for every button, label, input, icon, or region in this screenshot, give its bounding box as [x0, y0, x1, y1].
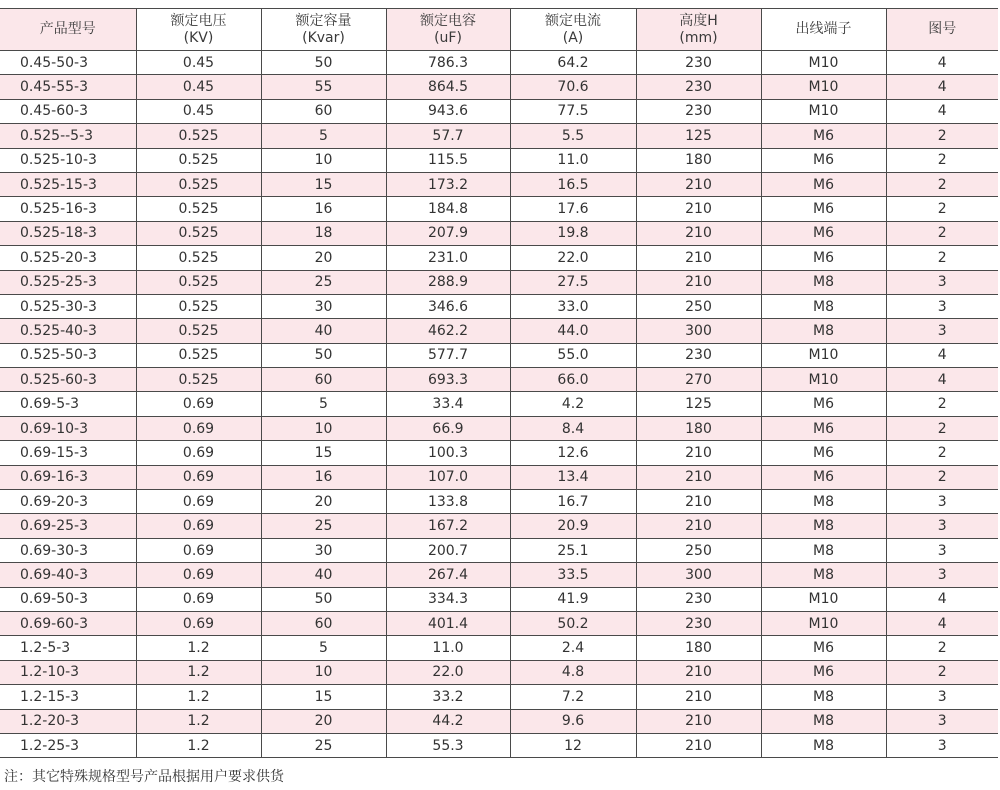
cell-model: 1.2-25-3 [0, 733, 136, 757]
cell-rated-current: 27.5 [510, 270, 636, 294]
cell-rated-capacitance: 115.5 [386, 148, 510, 172]
table-row [0, 416, 998, 440]
cell-terminal: M6 [761, 636, 886, 660]
cell-rated-capacitance: 267.4 [386, 563, 510, 587]
table-row [0, 441, 998, 465]
cell-rated-current: 66.0 [510, 368, 636, 392]
cell-rated-current: 11.0 [510, 148, 636, 172]
cell-rated-capacitance: 167.2 [386, 514, 510, 538]
cell-rated-current: 33.0 [510, 294, 636, 318]
cell-figure-no: 2 [886, 172, 998, 196]
cell-rated-capacity: 15 [261, 172, 386, 196]
cell-rated-current: 41.9 [510, 587, 636, 611]
cell-model: 0.69-5-3 [0, 392, 136, 416]
column-header-line: (Kvar) [302, 29, 345, 46]
cell-model: 0.525-50-3 [0, 343, 136, 367]
cell-rated-capacity: 25 [261, 733, 386, 757]
cell-rated-capacitance: 693.3 [386, 368, 510, 392]
cell-rated-capacity: 60 [261, 368, 386, 392]
cell-rated-current: 33.5 [510, 563, 636, 587]
column-header-line: (KV) [183, 29, 214, 46]
cell-rated-capacity: 15 [261, 685, 386, 709]
cell-height: 210 [636, 733, 761, 757]
cell-rated-current: 5.5 [510, 124, 636, 148]
table-row [0, 490, 998, 514]
cell-rated-current: 55.0 [510, 343, 636, 367]
column-header-line: 额定电流 [545, 12, 601, 29]
table-row [0, 538, 998, 562]
cell-terminal: M8 [761, 733, 886, 757]
cell-rated-capacity: 60 [261, 99, 386, 123]
cell-terminal: M8 [761, 319, 886, 343]
cell-rated-voltage: 0.69 [136, 538, 261, 562]
cell-rated-capacity: 10 [261, 148, 386, 172]
cell-rated-capacity: 5 [261, 636, 386, 660]
cell-terminal: M6 [761, 172, 886, 196]
cell-rated-voltage: 0.525 [136, 368, 261, 392]
cell-rated-capacity: 25 [261, 270, 386, 294]
cell-rated-current: 16.7 [510, 490, 636, 514]
cell-height: 180 [636, 148, 761, 172]
cell-height: 210 [636, 660, 761, 684]
cell-rated-current: 50.2 [510, 611, 636, 635]
cell-model: 0.69-20-3 [0, 490, 136, 514]
cell-rated-voltage: 0.69 [136, 465, 261, 489]
column-header-line: 产品型号 [39, 21, 96, 37]
cell-model: 0.69-15-3 [0, 441, 136, 465]
cell-rated-current: 7.2 [510, 685, 636, 709]
table-row [0, 172, 998, 196]
cell-rated-capacitance: 231.0 [386, 246, 510, 270]
cell-terminal: M6 [761, 441, 886, 465]
cell-figure-no: 2 [886, 246, 998, 270]
table-row [0, 392, 998, 416]
cell-model: 0.525-16-3 [0, 197, 136, 221]
cell-height: 125 [636, 124, 761, 148]
cell-height: 210 [636, 685, 761, 709]
cell-model: 1.2-15-3 [0, 685, 136, 709]
cell-figure-no: 3 [886, 514, 998, 538]
cell-height: 210 [636, 172, 761, 196]
cell-model: 0.45-50-3 [0, 51, 136, 75]
cell-rated-capacity: 5 [261, 124, 386, 148]
column-header-model [0, 9, 136, 51]
cell-terminal: M10 [761, 368, 886, 392]
cell-height: 250 [636, 294, 761, 318]
cell-rated-capacitance: 786.3 [386, 51, 510, 75]
table-row [0, 246, 998, 270]
cell-model: 0.525-25-3 [0, 270, 136, 294]
cell-model: 0.69-50-3 [0, 587, 136, 611]
cell-terminal: M8 [761, 685, 886, 709]
cell-model: 0.69-16-3 [0, 465, 136, 489]
cell-figure-no: 4 [886, 611, 998, 635]
cell-rated-current: 17.6 [510, 197, 636, 221]
cell-terminal: M10 [761, 51, 886, 75]
cell-terminal: M6 [761, 124, 886, 148]
table-row [0, 709, 998, 733]
cell-model: 0.69-30-3 [0, 538, 136, 562]
table-row [0, 465, 998, 489]
table-row [0, 270, 998, 294]
cell-terminal: M6 [761, 660, 886, 684]
cell-model: 0.525-15-3 [0, 172, 136, 196]
cell-rated-capacity: 30 [261, 538, 386, 562]
table-row [0, 294, 998, 318]
cell-rated-voltage: 0.69 [136, 514, 261, 538]
table-row [0, 733, 998, 757]
header-row [0, 9, 998, 51]
cell-terminal: M6 [761, 465, 886, 489]
cell-rated-voltage: 0.525 [136, 294, 261, 318]
column-header-line: 额定电压 [170, 12, 227, 29]
table-row [0, 660, 998, 684]
table-row [0, 197, 998, 221]
table-row [0, 343, 998, 367]
cell-rated-voltage: 0.69 [136, 490, 261, 514]
cell-rated-current: 8.4 [510, 416, 636, 440]
cell-rated-current: 4.8 [510, 660, 636, 684]
cell-rated-current: 77.5 [510, 99, 636, 123]
cell-rated-voltage: 0.525 [136, 319, 261, 343]
table-row [0, 587, 998, 611]
cell-rated-voltage: 1.2 [136, 660, 261, 684]
column-header-line: (uF) [434, 29, 462, 46]
cell-model: 1.2-20-3 [0, 709, 136, 733]
cell-height: 250 [636, 538, 761, 562]
cell-rated-capacitance: 200.7 [386, 538, 510, 562]
cell-rated-capacitance: 57.7 [386, 124, 510, 148]
cell-rated-capacitance: 133.8 [386, 490, 510, 514]
cell-height: 210 [636, 465, 761, 489]
cell-model: 0.525-30-3 [0, 294, 136, 318]
table-row [0, 99, 998, 123]
cell-rated-voltage: 0.69 [136, 563, 261, 587]
cell-rated-capacity: 60 [261, 611, 386, 635]
cell-figure-no: 4 [886, 99, 998, 123]
cell-model: 0.69-60-3 [0, 611, 136, 635]
cell-figure-no: 2 [886, 392, 998, 416]
cell-rated-current: 19.8 [510, 221, 636, 245]
cell-rated-capacity: 40 [261, 319, 386, 343]
cell-height: 230 [636, 51, 761, 75]
cell-rated-capacity: 40 [261, 563, 386, 587]
cell-rated-voltage: 1.2 [136, 709, 261, 733]
cell-height: 300 [636, 319, 761, 343]
table-row [0, 514, 998, 538]
column-header-figure-no [886, 9, 998, 51]
cell-height: 300 [636, 563, 761, 587]
cell-height: 180 [636, 416, 761, 440]
column-header-line: 出线端子 [795, 21, 852, 37]
cell-rated-capacity: 18 [261, 221, 386, 245]
cell-rated-capacitance: 462.2 [386, 319, 510, 343]
cell-figure-no: 4 [886, 75, 998, 99]
table-row [0, 685, 998, 709]
cell-rated-capacity: 30 [261, 294, 386, 318]
cell-terminal: M8 [761, 563, 886, 587]
cell-rated-current: 64.2 [510, 51, 636, 75]
cell-height: 210 [636, 441, 761, 465]
cell-terminal: M6 [761, 246, 886, 270]
cell-rated-capacitance: 346.6 [386, 294, 510, 318]
table-row [0, 124, 998, 148]
column-header-rated-capacitance [386, 9, 510, 51]
column-header-line: (A) [562, 29, 584, 46]
cell-rated-capacity: 15 [261, 441, 386, 465]
cell-figure-no: 2 [886, 416, 998, 440]
cell-height: 180 [636, 636, 761, 660]
cell-rated-capacity: 16 [261, 197, 386, 221]
cell-height: 125 [636, 392, 761, 416]
cell-terminal: M8 [761, 538, 886, 562]
column-header-height [636, 9, 761, 51]
cell-figure-no: 4 [886, 587, 998, 611]
cell-rated-voltage: 0.45 [136, 75, 261, 99]
cell-figure-no: 4 [886, 343, 998, 367]
cell-rated-capacitance: 66.9 [386, 416, 510, 440]
cell-terminal: M10 [761, 611, 886, 635]
cell-rated-capacitance: 100.3 [386, 441, 510, 465]
cell-rated-voltage: 0.69 [136, 416, 261, 440]
spec-table [0, 8, 998, 758]
cell-terminal: M10 [761, 99, 886, 123]
cell-terminal: M8 [761, 294, 886, 318]
cell-rated-capacity: 5 [261, 392, 386, 416]
cell-rated-capacitance: 55.3 [386, 733, 510, 757]
cell-rated-current: 12.6 [510, 441, 636, 465]
cell-terminal: M8 [761, 514, 886, 538]
cell-rated-voltage: 0.525 [136, 197, 261, 221]
cell-figure-no: 2 [886, 221, 998, 245]
table-row [0, 368, 998, 392]
cell-rated-voltage: 0.45 [136, 51, 261, 75]
cell-figure-no: 3 [886, 490, 998, 514]
cell-figure-no: 2 [886, 197, 998, 221]
cell-rated-voltage: 0.525 [136, 270, 261, 294]
cell-figure-no: 3 [886, 685, 998, 709]
cell-rated-capacitance: 107.0 [386, 465, 510, 489]
cell-model: 0.69-25-3 [0, 514, 136, 538]
cell-model: 0.525-18-3 [0, 221, 136, 245]
cell-height: 210 [636, 197, 761, 221]
cell-terminal: M10 [761, 587, 886, 611]
cell-rated-current: 25.1 [510, 538, 636, 562]
cell-terminal: M6 [761, 197, 886, 221]
cell-height: 230 [636, 99, 761, 123]
cell-height: 230 [636, 587, 761, 611]
cell-model: 0.69-10-3 [0, 416, 136, 440]
cell-rated-voltage: 0.525 [136, 343, 261, 367]
cell-figure-no: 3 [886, 294, 998, 318]
cell-model: 0.45-55-3 [0, 75, 136, 99]
cell-rated-current: 9.6 [510, 709, 636, 733]
cell-model: 0.69-40-3 [0, 563, 136, 587]
cell-rated-current: 16.5 [510, 172, 636, 196]
column-header-line: 额定电容 [420, 12, 476, 29]
cell-rated-capacitance: 33.4 [386, 392, 510, 416]
cell-height: 270 [636, 368, 761, 392]
cell-model: 0.525--5-3 [0, 124, 136, 148]
table-body [0, 51, 998, 758]
cell-terminal: M10 [761, 75, 886, 99]
cell-rated-capacity: 20 [261, 490, 386, 514]
cell-rated-capacitance: 184.8 [386, 197, 510, 221]
cell-rated-capacity: 20 [261, 246, 386, 270]
cell-model: 0.525-10-3 [0, 148, 136, 172]
cell-height: 230 [636, 343, 761, 367]
cell-rated-capacity: 16 [261, 465, 386, 489]
column-header-rated-capacity [261, 9, 386, 51]
cell-figure-no: 2 [886, 636, 998, 660]
cell-figure-no: 3 [886, 733, 998, 757]
cell-model: 1.2-10-3 [0, 660, 136, 684]
table-row [0, 148, 998, 172]
table-header [0, 9, 998, 51]
table-row [0, 51, 998, 75]
column-header-line: (mm) [679, 29, 718, 46]
cell-rated-capacitance: 11.0 [386, 636, 510, 660]
cell-rated-voltage: 1.2 [136, 685, 261, 709]
cell-height: 230 [636, 611, 761, 635]
footnote: 注：其它特殊规格型号产品根据用户要求供货 [4, 769, 284, 785]
cell-figure-no: 2 [886, 441, 998, 465]
cell-terminal: M6 [761, 148, 886, 172]
column-header-rated-current [510, 9, 636, 51]
cell-rated-voltage: 0.45 [136, 99, 261, 123]
cell-figure-no: 3 [886, 563, 998, 587]
cell-model: 0.45-60-3 [0, 99, 136, 123]
cell-rated-voltage: 0.525 [136, 172, 261, 196]
cell-rated-current: 13.4 [510, 465, 636, 489]
cell-rated-capacitance: 334.3 [386, 587, 510, 611]
cell-rated-voltage: 0.525 [136, 221, 261, 245]
cell-rated-capacitance: 943.6 [386, 99, 510, 123]
cell-model: 1.2-5-3 [0, 636, 136, 660]
cell-rated-voltage: 1.2 [136, 636, 261, 660]
cell-rated-voltage: 0.69 [136, 611, 261, 635]
cell-rated-capacitance: 207.9 [386, 221, 510, 245]
table-row [0, 319, 998, 343]
cell-rated-current: 4.2 [510, 392, 636, 416]
cell-figure-no: 3 [886, 709, 998, 733]
cell-height: 210 [636, 490, 761, 514]
table-row [0, 611, 998, 635]
table-row [0, 636, 998, 660]
cell-figure-no: 2 [886, 148, 998, 172]
cell-rated-capacitance: 33.2 [386, 685, 510, 709]
cell-figure-no: 2 [886, 124, 998, 148]
cell-rated-current: 20.9 [510, 514, 636, 538]
cell-rated-voltage: 0.525 [136, 246, 261, 270]
cell-rated-current: 44.0 [510, 319, 636, 343]
cell-height: 210 [636, 246, 761, 270]
cell-rated-capacitance: 577.7 [386, 343, 510, 367]
cell-rated-current: 70.6 [510, 75, 636, 99]
cell-height: 210 [636, 514, 761, 538]
cell-rated-voltage: 0.525 [136, 148, 261, 172]
cell-terminal: M8 [761, 270, 886, 294]
cell-figure-no: 3 [886, 270, 998, 294]
cell-rated-current: 12 [510, 733, 636, 757]
cell-figure-no: 2 [886, 465, 998, 489]
cell-height: 230 [636, 75, 761, 99]
cell-figure-no: 4 [886, 51, 998, 75]
cell-terminal: M10 [761, 343, 886, 367]
cell-rated-capacitance: 288.9 [386, 270, 510, 294]
cell-rated-capacity: 55 [261, 75, 386, 99]
cell-height: 210 [636, 270, 761, 294]
cell-rated-voltage: 1.2 [136, 733, 261, 757]
cell-model: 0.525-60-3 [0, 368, 136, 392]
cell-terminal: M6 [761, 221, 886, 245]
cell-rated-capacitance: 22.0 [386, 660, 510, 684]
cell-figure-no: 4 [886, 368, 998, 392]
cell-terminal: M8 [761, 709, 886, 733]
cell-height: 210 [636, 709, 761, 733]
cell-model: 0.525-20-3 [0, 246, 136, 270]
cell-rated-voltage: 0.69 [136, 392, 261, 416]
cell-rated-capacity: 25 [261, 514, 386, 538]
cell-rated-voltage: 0.69 [136, 441, 261, 465]
cell-rated-capacity: 50 [261, 51, 386, 75]
cell-figure-no: 3 [886, 538, 998, 562]
cell-rated-capacitance: 44.2 [386, 709, 510, 733]
cell-rated-capacitance: 401.4 [386, 611, 510, 635]
cell-figure-no: 2 [886, 660, 998, 684]
cell-rated-current: 22.0 [510, 246, 636, 270]
column-header-line: 图号 [928, 21, 957, 37]
cell-rated-capacity: 10 [261, 660, 386, 684]
column-header-terminal [761, 9, 886, 51]
cell-rated-capacitance: 173.2 [386, 172, 510, 196]
cell-rated-capacity: 50 [261, 587, 386, 611]
cell-rated-capacity: 20 [261, 709, 386, 733]
cell-rated-current: 2.4 [510, 636, 636, 660]
cell-figure-no: 3 [886, 319, 998, 343]
cell-terminal: M8 [761, 490, 886, 514]
cell-terminal: M6 [761, 416, 886, 440]
table-row [0, 221, 998, 245]
table-row [0, 75, 998, 99]
cell-terminal: M6 [761, 392, 886, 416]
cell-rated-capacity: 50 [261, 343, 386, 367]
cell-height: 210 [636, 221, 761, 245]
column-header-rated-voltage [136, 9, 261, 51]
cell-rated-voltage: 0.69 [136, 587, 261, 611]
cell-model: 0.525-40-3 [0, 319, 136, 343]
cell-rated-capacitance: 864.5 [386, 75, 510, 99]
column-header-line: 高度H [679, 12, 718, 29]
table-row [0, 563, 998, 587]
cell-rated-voltage: 0.525 [136, 124, 261, 148]
column-header-line: 额定容量 [295, 12, 352, 29]
cell-rated-capacity: 10 [261, 416, 386, 440]
